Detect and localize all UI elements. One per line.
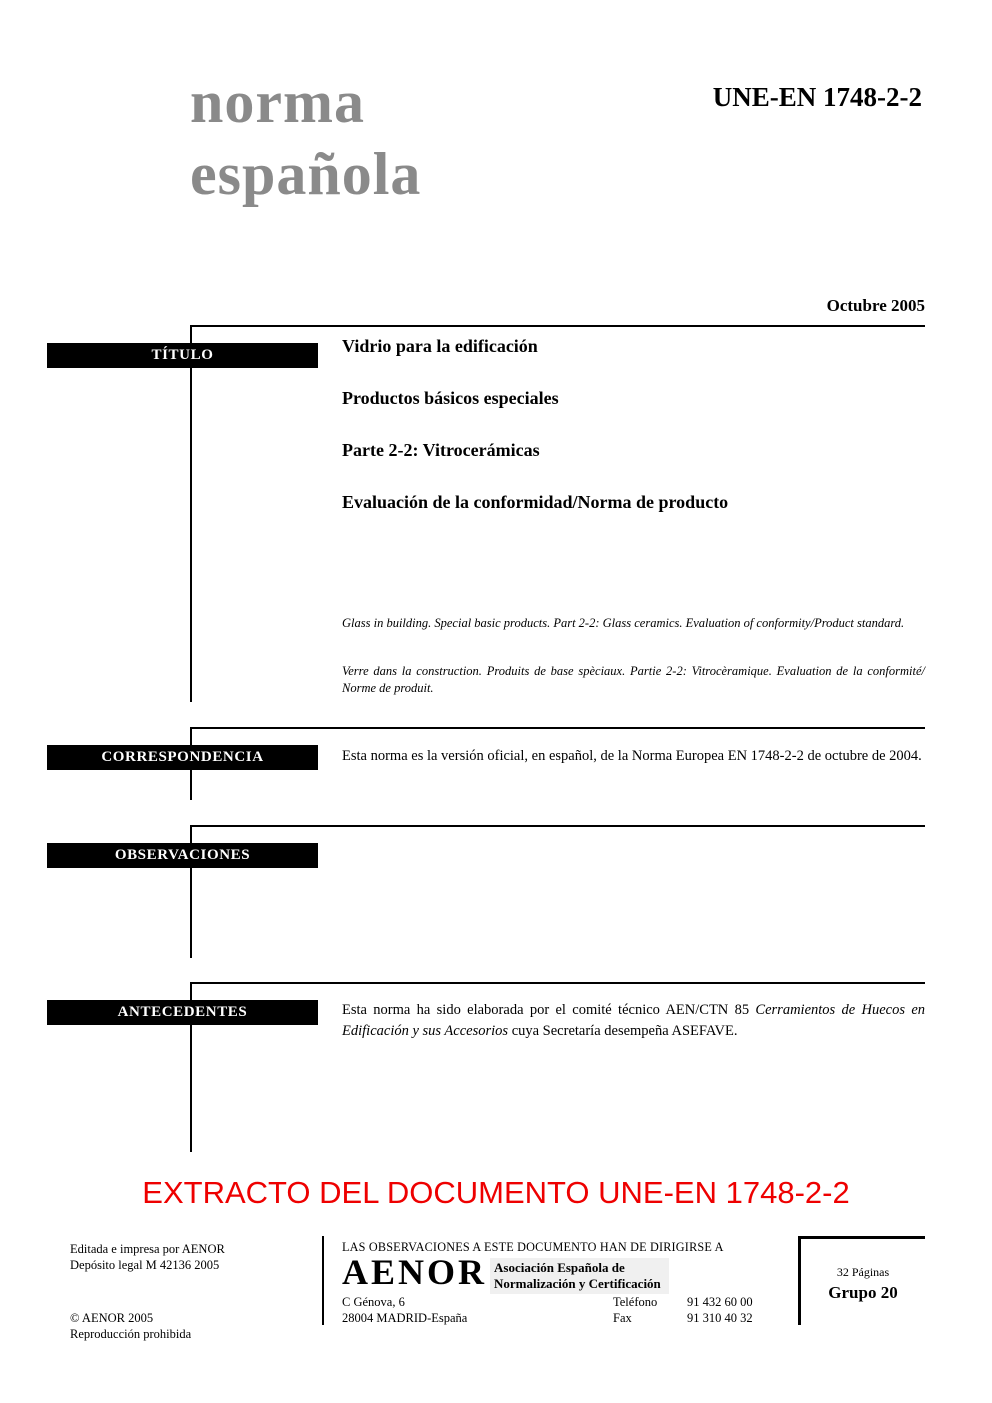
extracto-banner: EXTRACTO DEL DOCUMENTO UNE-EN 1748-2-2 [142,1175,850,1210]
titulo-top-rule [190,325,925,327]
observaciones-top-rule [190,825,925,827]
titulo-vertical-line [190,325,192,702]
page-count: 32 Páginas [836,1265,890,1279]
aenor-org-line-2: Normalización y Certificación [494,1275,661,1291]
antecedentes-text [342,1000,925,1042]
antecedentes-top-rule [190,982,925,984]
correspondencia-label-box [47,745,318,770]
correspondencia-text: Esta norma es la versión oficial, en español, de la Norma Europea EN 1748-2-2 de octubre de 2004. [342,748,922,764]
title-line-1: Vidrio para la edificación [342,336,538,356]
aenor-street: C Génova, 6 [342,1295,405,1309]
brand-line-2: española [190,141,422,207]
antecedentes-label: ANTECEDENTES [117,1004,248,1020]
phone-number: 91 432 60 00 [687,1295,753,1309]
fax-label: Fax [613,1311,632,1325]
footer-divider-line [322,1236,324,1325]
footer-notice: LAS OBSERVACIONES A ESTE DOCUMENTO HAN DE DIRIGIRSE A [342,1240,724,1254]
title-line-2: Productos básicos especiales [342,388,559,408]
correspondencia-top-rule [190,727,925,729]
publication-date: Octubre 2005 [826,296,925,315]
brand-line-1: norma [190,69,365,135]
aenor-city: 28004 MADRID-España [342,1311,468,1325]
footer-deposito-legal: Depósito legal M 42136 2005 [70,1258,220,1272]
footer-left [70,1241,225,1342]
footer-edited-by: Editada e impresa por AENOR [70,1242,225,1256]
titulo-content [342,336,925,695]
group-number: Grupo 20 [828,1283,898,1302]
antecedentes-content [342,1000,925,1042]
antecedentes-text-italic: Cerramientos de Huecos en Edificación y sus Accesorios [342,1002,926,1039]
title-french: Verre dans la construction. Produits de base spèciaux. Partie 2-2: Vitrocèramique. Evaluation de la conformité/ Norme de produit. [342,664,925,695]
footer-right-box [798,1236,925,1325]
antecedentes-text-after: cuya Secretaría desempeña ASEFAVE. [508,1023,738,1039]
antecedentes-label-box [47,1000,318,1025]
footer-reproduction: Reproducción prohibida [70,1327,192,1341]
correspondencia-content [342,746,925,767]
titulo-label: TÍTULO [151,347,214,363]
aenor-logo: AENOR [342,1252,488,1292]
observaciones-label: OBSERVACIONES [114,847,251,863]
title-line-3: Parte 2-2: Vitrocerámicas [342,440,540,460]
correspondencia-label: CORRESPONDENCIA [101,749,264,765]
norma-espanola-logo [190,66,421,210]
antecedentes-text-before: Esta norma ha sido elaborada por el comité técnico AEN/CTN 85 [342,1002,756,1018]
aenor-org-name [490,1258,669,1294]
title-english: Glass in building. Special basic products. Part 2-2: Glass ceramics. Evaluation of conformity/Product standard. [342,616,905,630]
fax-number: 91 310 40 32 [687,1311,753,1325]
aenor-org-line-1: Asociación Española de [494,1260,625,1275]
titulo-label-box [47,343,318,368]
footer-copyright: © AENOR 2005 [70,1311,154,1325]
document-code: UNE-EN 1748-2-2 [712,82,922,112]
observaciones-label-box [47,843,318,868]
phone-label: Teléfono [613,1295,658,1309]
title-line-4: Evaluación de la conformidad/Norma de producto [342,492,729,512]
